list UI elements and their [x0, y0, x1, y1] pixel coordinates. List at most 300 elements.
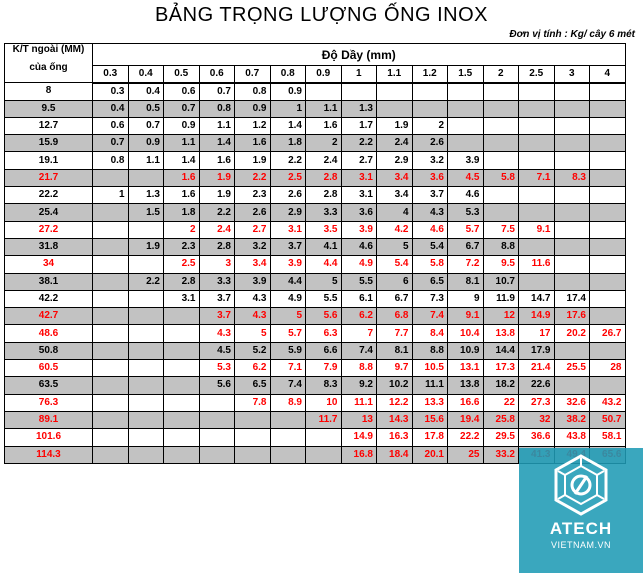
weight-cell: 3.1 [270, 221, 306, 238]
weight-cell: 2.8 [164, 273, 200, 290]
weight-cell [554, 221, 590, 238]
weight-cell [519, 117, 555, 134]
weight-cell [448, 100, 484, 117]
weight-cell: 14.9 [519, 308, 555, 325]
weight-cell: 5.6 [199, 377, 235, 394]
weight-cell: 0.7 [93, 135, 129, 152]
weight-cell: 0.4 [93, 100, 129, 117]
weight-cell [448, 135, 484, 152]
weight-cell: 2.8 [306, 187, 342, 204]
weight-cell: 28 [590, 360, 626, 377]
weight-cell [128, 256, 164, 273]
weight-cell [483, 152, 519, 169]
weight-cell: 5.2 [235, 342, 271, 359]
table-row [5, 290, 626, 307]
weight-cell: 10.2 [377, 377, 413, 394]
weight-cell [519, 135, 555, 152]
weight-cell: 8.8 [341, 360, 377, 377]
table-row [5, 238, 626, 255]
weight-cell [93, 394, 129, 411]
weight-cell: 10 [306, 394, 342, 411]
weight-cell: 7.4 [341, 342, 377, 359]
weight-cell [199, 394, 235, 411]
weight-cell: 18.4 [377, 446, 413, 463]
weight-cell: 0.3 [93, 83, 129, 100]
weight-cell: 0.9 [235, 100, 271, 117]
weight-cell: 1.9 [377, 117, 413, 134]
weight-cell: 4.4 [306, 256, 342, 273]
weight-cell: 11.7 [306, 411, 342, 428]
weight-cell [128, 169, 164, 186]
weight-cell: 3.2 [235, 238, 271, 255]
weight-cell: 3.4 [235, 256, 271, 273]
weight-cell: 1.6 [235, 135, 271, 152]
weight-cell: 22.6 [519, 377, 555, 394]
thickness-col-header: 4 [590, 66, 626, 83]
weight-cell: 3.4 [377, 187, 413, 204]
weight-cell [93, 360, 129, 377]
weight-cell [590, 169, 626, 186]
weight-cell: 6.6 [306, 342, 342, 359]
weight-cell [93, 238, 129, 255]
weight-cell: 6.1 [341, 290, 377, 307]
weight-cell: 8.1 [448, 273, 484, 290]
weight-cell: 12.2 [377, 394, 413, 411]
weight-cell: 4.6 [341, 238, 377, 255]
weight-cell [483, 135, 519, 152]
weight-cell: 27.3 [519, 394, 555, 411]
weight-cell: 5.3 [199, 360, 235, 377]
weight-cell: 4 [377, 204, 413, 221]
weight-cell: 1.8 [164, 204, 200, 221]
weight-cell: 50.7 [590, 411, 626, 428]
weight-cell: 5.4 [377, 256, 413, 273]
weight-cell [554, 256, 590, 273]
weight-cell: 13 [341, 411, 377, 428]
weight-cell: 2.7 [235, 221, 271, 238]
weight-cell: 5.7 [270, 325, 306, 342]
weight-cell [306, 446, 342, 463]
weight-cell: 11.1 [341, 394, 377, 411]
weight-cell: 8.8 [483, 238, 519, 255]
weight-cell [590, 308, 626, 325]
weight-cell: 5.5 [306, 290, 342, 307]
od-cell: 31.8 [5, 238, 93, 255]
weight-cell [554, 83, 590, 100]
weight-cell: 1.1 [199, 117, 235, 134]
weight-cell [270, 411, 306, 428]
od-cell: 48.6 [5, 325, 93, 342]
weight-cell: 10.5 [412, 360, 448, 377]
weight-cell [590, 117, 626, 134]
weight-cell [519, 187, 555, 204]
weight-cell: 7.5 [483, 221, 519, 238]
weight-cell [590, 83, 626, 100]
weight-cell: 5 [377, 238, 413, 255]
weight-cell [341, 83, 377, 100]
weight-cell [483, 100, 519, 117]
weight-cell [270, 429, 306, 446]
weight-cell: 1 [270, 100, 306, 117]
weight-cell [164, 446, 200, 463]
weight-cell [590, 273, 626, 290]
weight-cell: 26.7 [590, 325, 626, 342]
weight-cell [554, 117, 590, 134]
weight-cell: 17.3 [483, 360, 519, 377]
weight-cell: 8.4 [412, 325, 448, 342]
table-row [5, 342, 626, 359]
weight-cell [164, 325, 200, 342]
page-title: BẢNG TRỌNG LƯỢNG ỐNG INOX [154, 4, 489, 26]
weight-cell [199, 411, 235, 428]
weight-cell [93, 273, 129, 290]
weight-cell [93, 169, 129, 186]
weight-cell: 6.2 [235, 360, 271, 377]
table-row [5, 83, 626, 100]
table-row [5, 273, 626, 290]
od-cell: 89.1 [5, 411, 93, 428]
weight-cell [377, 83, 413, 100]
weight-cell: 1.9 [128, 238, 164, 255]
logo-site: VIETNAM.VN [550, 540, 611, 550]
weight-cell: 3.6 [341, 204, 377, 221]
weight-cell: 3.1 [341, 169, 377, 186]
weight-table [4, 43, 626, 464]
weight-cell [554, 204, 590, 221]
weight-cell: 4.5 [199, 342, 235, 359]
weight-cell: 22.2 [448, 429, 484, 446]
od-cell: 60.5 [5, 360, 93, 377]
weight-cell [554, 100, 590, 117]
weight-cell: 4.3 [235, 308, 271, 325]
weight-cell: 1 [93, 187, 129, 204]
weight-cell: 29.5 [483, 429, 519, 446]
weight-cell [93, 256, 129, 273]
weight-cell: 14.9 [341, 429, 377, 446]
weight-cell: 8.3 [554, 169, 590, 186]
weight-cell: 2.6 [235, 204, 271, 221]
weight-cell: 25 [448, 446, 484, 463]
thickness-col-header: 0.4 [128, 66, 164, 83]
weight-cell: 4.6 [412, 221, 448, 238]
od-cell: 42.2 [5, 290, 93, 307]
weight-cell: 6.3 [306, 325, 342, 342]
weight-cell: 9.2 [341, 377, 377, 394]
weight-cell: 4.3 [235, 290, 271, 307]
weight-cell [554, 187, 590, 204]
weight-cell [519, 100, 555, 117]
weight-cell [519, 204, 555, 221]
weight-cell [128, 290, 164, 307]
weight-cell: 7.3 [412, 290, 448, 307]
weight-cell: 1.1 [306, 100, 342, 117]
weight-cell: 14.7 [519, 290, 555, 307]
weight-cell [235, 446, 271, 463]
weight-cell: 1.8 [270, 135, 306, 152]
weight-cell: 10.7 [483, 273, 519, 290]
od-cell: 63.5 [5, 377, 93, 394]
atech-logo [519, 448, 643, 573]
weight-cell: 9.5 [483, 256, 519, 273]
weight-cell: 12 [483, 308, 519, 325]
weight-cell: 4.9 [270, 290, 306, 307]
weight-cell: 22 [483, 394, 519, 411]
od-cell: 42.7 [5, 308, 93, 325]
weight-cell [448, 117, 484, 134]
weight-cell: 0.9 [128, 135, 164, 152]
weight-cell: 3.9 [448, 152, 484, 169]
weight-cell: 17.8 [412, 429, 448, 446]
weight-cell: 3.6 [412, 169, 448, 186]
thickness-col-header: 0.6 [199, 66, 235, 83]
weight-cell: 1.6 [306, 117, 342, 134]
table-row [5, 204, 626, 221]
weight-cell: 2.9 [270, 204, 306, 221]
weight-cell: 1.2 [235, 117, 271, 134]
od-cell: 22.2 [5, 187, 93, 204]
weight-cell: 3.4 [377, 169, 413, 186]
weight-cell [164, 342, 200, 359]
weight-cell: 13.1 [448, 360, 484, 377]
weight-cell: 3.5 [306, 221, 342, 238]
weight-cell [270, 446, 306, 463]
table-row [5, 394, 626, 411]
weight-cell: 2.2 [199, 204, 235, 221]
table-row [5, 169, 626, 186]
weight-cell: 10.9 [448, 342, 484, 359]
weight-cell [519, 152, 555, 169]
weight-cell: 1.9 [199, 169, 235, 186]
weight-cell [483, 83, 519, 100]
od-cell: 76.3 [5, 394, 93, 411]
weight-cell: 3 [199, 256, 235, 273]
weight-cell [377, 100, 413, 117]
weight-cell: 0.5 [128, 100, 164, 117]
od-cell: 27.2 [5, 221, 93, 238]
weight-cell: 3.7 [412, 187, 448, 204]
weight-cell: 1.6 [164, 169, 200, 186]
od-cell: 19.1 [5, 152, 93, 169]
weight-cell: 13.8 [483, 325, 519, 342]
weight-cell [590, 377, 626, 394]
od-cell: 12.7 [5, 117, 93, 134]
weight-cell: 4.6 [448, 187, 484, 204]
weight-cell: 3.3 [306, 204, 342, 221]
weight-cell [554, 238, 590, 255]
weight-cell: 9.1 [519, 221, 555, 238]
weight-cell: 3.1 [341, 187, 377, 204]
weight-cell: 7.1 [519, 169, 555, 186]
thickness-col-header: 2 [483, 66, 519, 83]
weight-cell: 2.3 [235, 187, 271, 204]
od-cell: 25.4 [5, 204, 93, 221]
weight-cell [554, 273, 590, 290]
thickness-col-header: 2.5 [519, 66, 555, 83]
weight-cell [519, 238, 555, 255]
weight-cell: 3.9 [270, 256, 306, 273]
weight-cell: 5.3 [448, 204, 484, 221]
weight-cell: 17.4 [554, 290, 590, 307]
weight-cell [199, 446, 235, 463]
weight-cell: 1.4 [164, 152, 200, 169]
weight-cell: 1.6 [164, 187, 200, 204]
weight-cell: 0.9 [164, 117, 200, 134]
weight-cell: 3.7 [270, 238, 306, 255]
weight-cell [590, 100, 626, 117]
weight-cell: 0.4 [128, 83, 164, 100]
weight-cell: 9 [448, 290, 484, 307]
weight-cell [128, 221, 164, 238]
weight-cell: 8.3 [306, 377, 342, 394]
weight-cell: 1.1 [164, 135, 200, 152]
weight-cell [93, 308, 129, 325]
weight-cell: 20.2 [554, 325, 590, 342]
weight-cell: 16.8 [341, 446, 377, 463]
gear-hex-icon [553, 454, 609, 518]
weight-cell: 5.9 [270, 342, 306, 359]
table-row [5, 308, 626, 325]
od-cell: 101.6 [5, 429, 93, 446]
weight-cell [128, 360, 164, 377]
weight-cell: 16.3 [377, 429, 413, 446]
thickness-col-header: 0.5 [164, 66, 200, 83]
weight-cell: 2.8 [306, 169, 342, 186]
weight-cell: 2.4 [377, 135, 413, 152]
weight-cell: 6.5 [412, 273, 448, 290]
weight-cell: 2.3 [164, 238, 200, 255]
weight-cell: 58.1 [590, 429, 626, 446]
logo-brand: ATECH [549, 519, 613, 538]
weight-cell: 19.4 [448, 411, 484, 428]
weight-cell: 0.7 [128, 117, 164, 134]
weight-cell: 7 [341, 325, 377, 342]
table-row [5, 187, 626, 204]
weight-cell: 1.9 [199, 187, 235, 204]
weight-cell: 8.8 [412, 342, 448, 359]
weight-cell: 7.4 [412, 308, 448, 325]
weight-cell: 14.4 [483, 342, 519, 359]
weight-cell [128, 308, 164, 325]
weight-cell: 0.8 [235, 83, 271, 100]
weight-cell: 10.4 [448, 325, 484, 342]
weight-cell [235, 411, 271, 428]
weight-cell [590, 152, 626, 169]
weight-cell: 43.8 [554, 429, 590, 446]
weight-cell: 3.2 [412, 152, 448, 169]
table-row [5, 100, 626, 117]
weight-cell: 2.2 [128, 273, 164, 290]
weight-cell: 20.1 [412, 446, 448, 463]
weight-cell: 6.5 [235, 377, 271, 394]
weight-cell [199, 429, 235, 446]
table-row [5, 360, 626, 377]
weight-cell: 2 [306, 135, 342, 152]
weight-cell [128, 342, 164, 359]
weight-cell [128, 325, 164, 342]
weight-cell [128, 446, 164, 463]
weight-cell [93, 411, 129, 428]
weight-cell: 2 [164, 221, 200, 238]
weight-cell [519, 83, 555, 100]
thickness-col-header: 0.9 [306, 66, 342, 83]
weight-cell: 2.8 [199, 238, 235, 255]
weight-cell [93, 290, 129, 307]
weight-cell: 1.6 [199, 152, 235, 169]
unit-note: Đơn vị tính : Kg/ cây 6 mét [509, 29, 635, 40]
od-cell: 21.7 [5, 169, 93, 186]
weight-cell: 21.4 [519, 360, 555, 377]
weight-cell: 2.9 [377, 152, 413, 169]
weight-cell [93, 204, 129, 221]
od-cell: 9.5 [5, 100, 93, 117]
weight-cell: 4.3 [199, 325, 235, 342]
weight-cell: 3.1 [164, 290, 200, 307]
weight-cell: 8.9 [270, 394, 306, 411]
table-row [5, 325, 626, 342]
weight-cell: 32.6 [554, 394, 590, 411]
weight-cell: 36.6 [519, 429, 555, 446]
weight-cell: 5.7 [448, 221, 484, 238]
weight-cell: 5.8 [483, 169, 519, 186]
weight-cell: 2.4 [306, 152, 342, 169]
weight-cell: 9.1 [448, 308, 484, 325]
weight-cell: 32 [519, 411, 555, 428]
weight-cell [306, 429, 342, 446]
weight-cell: 25.5 [554, 360, 590, 377]
weight-cell [235, 429, 271, 446]
weight-cell: 2.2 [270, 152, 306, 169]
weight-cell: 7.7 [377, 325, 413, 342]
weight-cell [590, 187, 626, 204]
weight-cell: 3.9 [235, 273, 271, 290]
weight-cell: 13.8 [448, 377, 484, 394]
weight-cell [483, 117, 519, 134]
weight-cell: 0.7 [199, 83, 235, 100]
weight-cell: 2.5 [270, 169, 306, 186]
weight-cell [93, 221, 129, 238]
weight-cell [483, 204, 519, 221]
weight-cell: 33.2 [483, 446, 519, 463]
weight-cell: 8.1 [377, 342, 413, 359]
weight-cell [412, 83, 448, 100]
weight-cell: 2.5 [164, 256, 200, 273]
weight-cell [483, 187, 519, 204]
weight-cell [93, 342, 129, 359]
weight-cell: 0.8 [93, 152, 129, 169]
table-row [5, 256, 626, 273]
weight-cell: 43.2 [590, 394, 626, 411]
weight-cell: 11.1 [412, 377, 448, 394]
weight-cell: 2.2 [235, 169, 271, 186]
weight-cell [412, 100, 448, 117]
weight-cell: 2 [412, 117, 448, 134]
weight-cell: 4.4 [270, 273, 306, 290]
weight-cell: 5 [235, 325, 271, 342]
weight-cell: 15.6 [412, 411, 448, 428]
table-row [5, 411, 626, 428]
od-cell: 50.8 [5, 342, 93, 359]
weight-cell: 3.9 [341, 221, 377, 238]
weight-cell [164, 360, 200, 377]
weight-cell: 13.3 [412, 394, 448, 411]
weight-cell: 7.2 [448, 256, 484, 273]
table-row [5, 429, 626, 446]
weight-cell: 18.2 [483, 377, 519, 394]
weight-cell [128, 411, 164, 428]
weight-cell: 4.3 [412, 204, 448, 221]
weight-cell: 7.4 [270, 377, 306, 394]
weight-cell: 7.9 [306, 360, 342, 377]
